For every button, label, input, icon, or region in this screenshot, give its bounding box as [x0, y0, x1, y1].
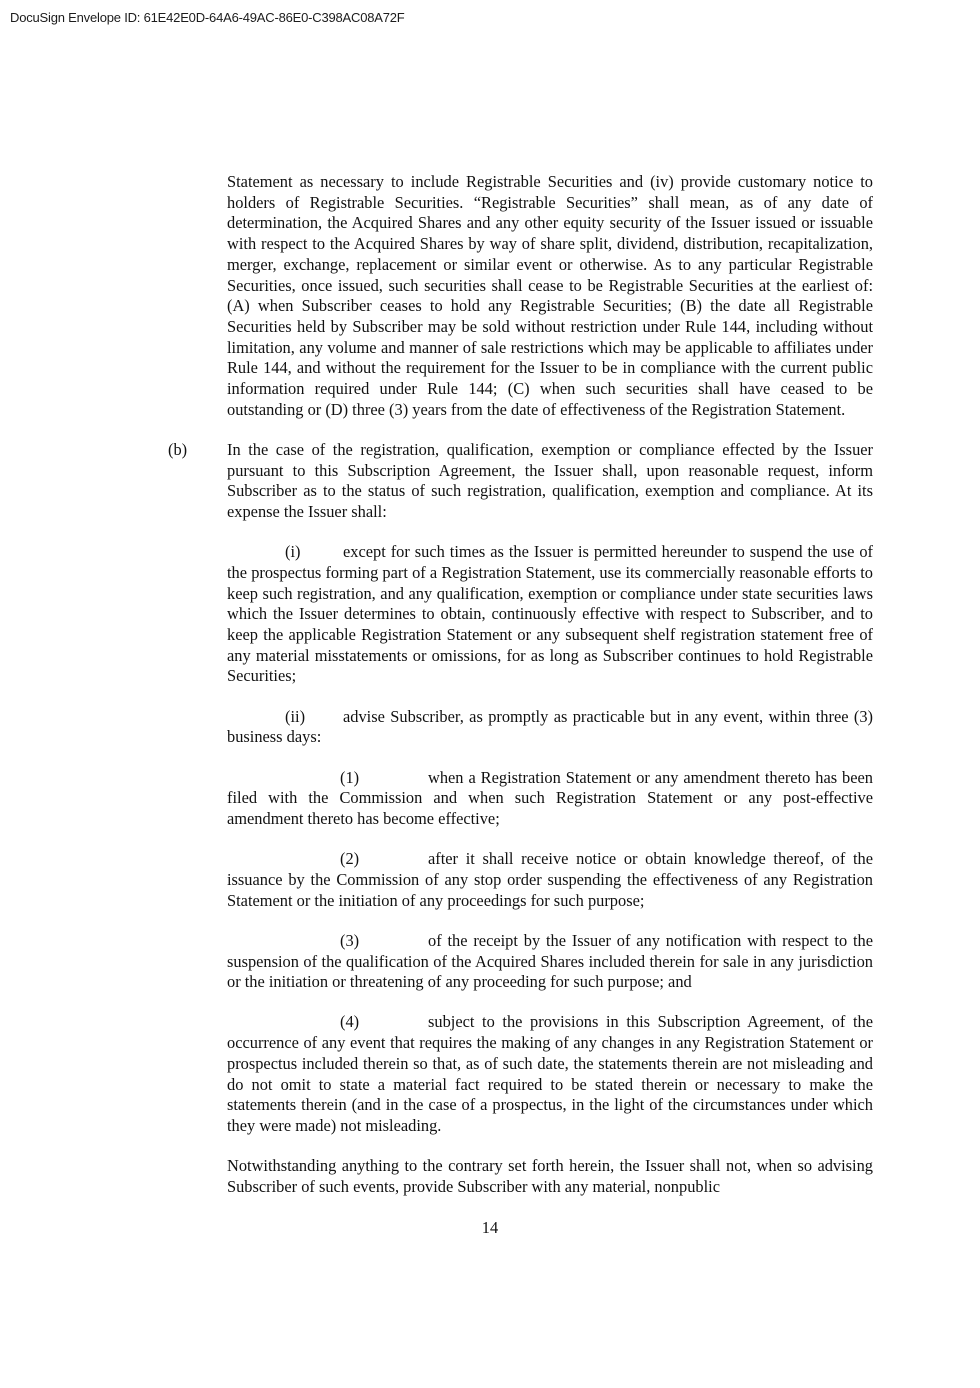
paragraph-text: Notwithstanding anything to the contrary set forth herein, the Issuer shall not, when so advising Subscriber of such events, provide Subscriber with any material, nonpublic	[227, 1156, 873, 1196]
paragraph-text: after it shall receive notice or obtain knowledge thereof, of the issuance by the Commission of any stop order suspending the effectiveness of any Registration Statement or the initiation of any proceedings for such purpose;	[227, 849, 873, 910]
paragraph-text: subject to the provisions in this Subscription Agreement, of the occurrence of any event that requires the making of any changes in any Registration Statement or prospectus included therein so that, as of such date, the statements therein are not misleading and do not omit to state a material fact required to be stated therein or necessary to make the statements therein (and in the case of a prospectus, in the light of the circumstances under which they were made) not misleading.	[227, 1012, 873, 1135]
clause-label-b: (b)	[168, 439, 188, 459]
paragraph-text: except for such times as the Issuer is permitted hereunder to suspend the use of the prospectus forming part of a Registration Statement, use its commercially reasonable efforts to keep such registration, and any qualification, exemption or compliance under state securities laws which the Issuer determines to obtain, continuously effective with respect to Subscriber, and to keep the applicable Registration Statement or any subsequent shelf registration statement free of any material misstatements or omissions, for as long as Subscriber continues to hold Registrable Securities;	[227, 542, 873, 686]
subparagraph-ii	[227, 707, 873, 748]
clause-label-3: (3)	[340, 930, 360, 950]
paragraph-b	[168, 439, 873, 523]
subparagraph-i	[227, 542, 873, 687]
clause-label-4: (4)	[340, 1012, 360, 1032]
subparagraph-2	[227, 849, 873, 911]
paragraph-continuation	[227, 172, 873, 420]
paragraph-text: when a Registration Statement or any amendment thereto has been filed with the Commission and when such Registration Statement or any post-effective amendment thereto has become effective;	[227, 767, 873, 828]
docusign-envelope-id: DocuSign Envelope ID: 61E42E0D-64A6-49AC-86E0-C398AC08A72F	[10, 10, 405, 25]
clause-label-ii: (ii)	[285, 706, 306, 726]
paragraph-text: In the case of the registration, qualification, exemption or compliance effected by the Issuer pursuant to this Subscription Agreement, the Issuer shall, upon reasonable request, inform Subscriber as to the status of such registration, qualification, exemption and compliance. At its expense the Issuer shall:	[227, 439, 873, 522]
paragraph-text: of the receipt by the Issuer of any notification with respect to the suspension of the qualification of the Acquired Shares included therein for sale in any jurisdiction or the initiation or threatening of any proceeding for such purpose; and	[227, 930, 873, 992]
subparagraph-1	[227, 768, 873, 830]
clause-label-i: (i)	[285, 542, 301, 562]
subparagraph-3	[227, 931, 873, 993]
subparagraph-4	[227, 1012, 873, 1136]
document-body	[168, 172, 873, 1217]
paragraph-closing	[227, 1156, 873, 1197]
paragraph-text: advise Subscriber, as promptly as practicable but in any event, within three (3) business days:	[227, 706, 873, 747]
paragraph-text: Statement as necessary to include Registrable Securities and (iv) provide customary notice to holders of Registrable Securities. “Registrable Securities” shall mean, as of any date of determination, the Acquired Shares and any other equity security of the Issuer issued or issuable with respect to the Acquired Shares by way of share split, dividend, distribution, recapitalization, merger, exchange, replacement or similar event or otherwise. As to any particular Registrable Securities, once issued, such securities shall cease to be Registrable Securities at the earliest of: (A) when Subscriber ceases to hold any Registrable Securities; (B) the date all Registrable Securities held by Subscriber may be sold without restriction under Rule 144, including without limitation, any volume and manner of sale restrictions which may be applicable to affiliates under Rule 144, and without the requirement for the Issuer to be in compliance with the current public information required under Rule 144; (C) when such securities shall have ceased to be outstanding or (D) three (3) years from the date of effectiveness of the Registration Statement.	[227, 172, 873, 419]
clause-label-1: (1)	[340, 767, 360, 787]
clause-label-2: (2)	[340, 849, 360, 869]
page-number: 14	[481, 1218, 499, 1237]
